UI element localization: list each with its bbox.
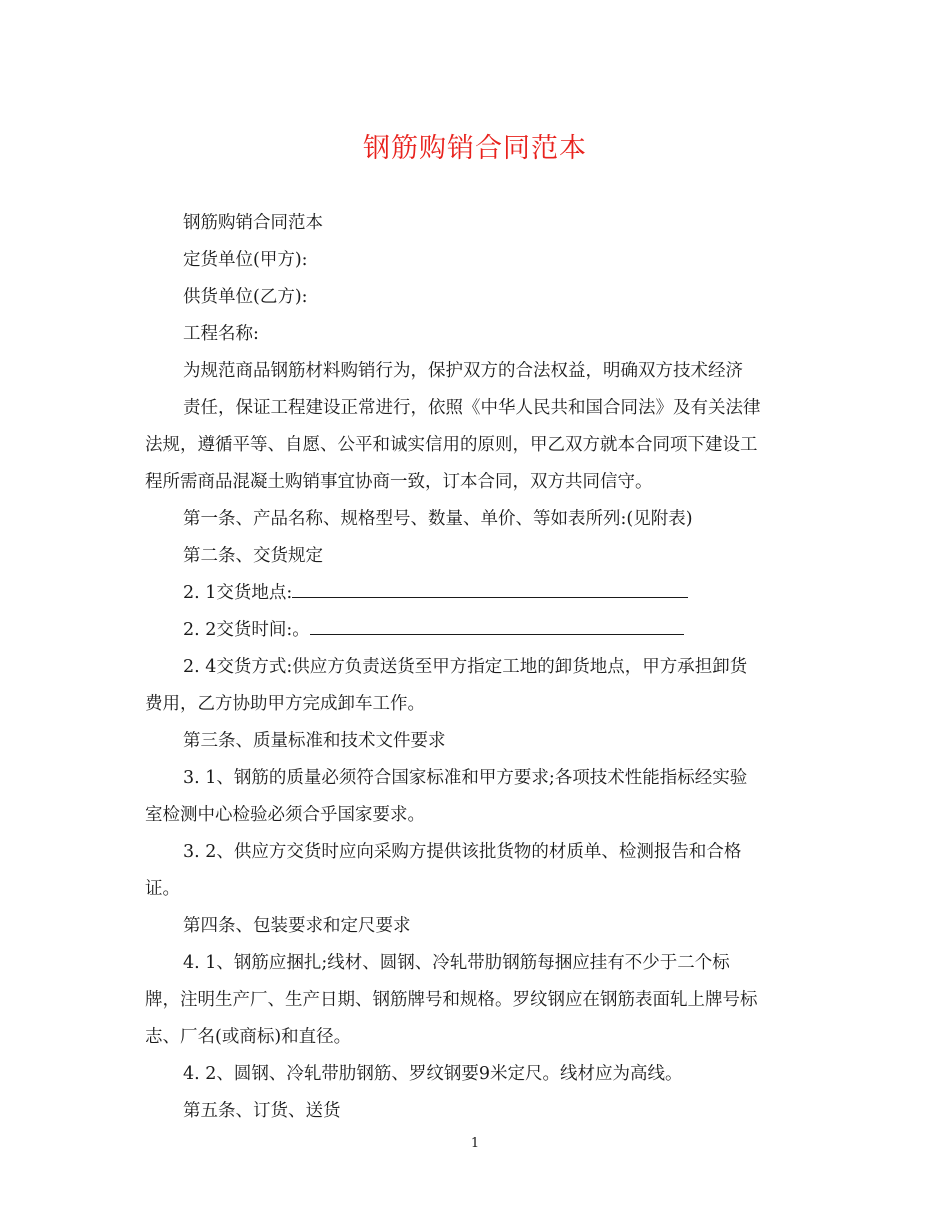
delivery-method-line-1: 2. 4交货方式:供应方负责送货至甲方指定工地的卸货地点，甲方承担卸货 [183,657,748,677]
quality-3-1-line-1: 3. 1、钢筋的质量必须符合国家标准和甲方要求;各项技术性能指标经实验 [183,768,748,788]
article-4-heading: 第四条、包装要求和定尺要求 [183,916,411,936]
delivery-method-line-2: 费用，乙方协助甲方完成卸车工作。 [145,694,425,714]
subtitle-line: 钢筋购销合同范本 [183,213,323,233]
delivery-time-label: 2. 2交货时间:。 [183,620,310,640]
packaging-4-1-line-2: 牌，注明生产厂、生产日期、钢筋牌号和规格。罗纹钢应在钢筋表面轧上牌号标 [145,990,758,1010]
packaging-4-1-line-1: 4. 1、钢筋应捆扎;线材、圆钢、冷轧带肋钢筋每捆应挂有不少于二个标 [183,953,730,973]
delivery-location-line [145,575,805,612]
quality-3-1-line-2: 室检测中心检验必须合乎国家要求。 [145,805,425,825]
packaging-4-2-line: 4. 2、圆钢、冷轧带肋钢筋、罗纹钢要9米定尺。线材应为高线。 [183,1064,683,1084]
buyer-field: 定货单位(甲方): [183,250,308,270]
document-body [145,205,805,1130]
project-name-field: 工程名称: [183,324,259,344]
article-5-heading: 第五条、订货、送货 [183,1101,341,1121]
preamble-line-2: 责任，保证工程建设正常进行，依照《中华人民共和国合同法》及有关法律 [183,398,761,418]
seller-field: 供货单位(乙方): [183,287,308,307]
delivery-time-blank [310,620,684,635]
article-1-heading: 第一条、产品名称、规格型号、数量、单价、等如表所列:(见附表) [183,509,693,529]
delivery-location-blank [292,583,688,598]
page-title: 钢筋购销合同范本 [363,133,587,164]
preamble-line-1: 为规范商品钢筋材料购销行为，保护双方的合法权益，明确双方技术经济 [183,361,743,381]
preamble-line-3: 法规，遵循平等、自愿、公平和诚实信用的原则，甲乙双方就本合同项下建设工 [145,435,758,455]
quality-3-2-line-1: 3. 2、供应方交货时应向采购方提供该批货物的材质单、检测报告和合格 [183,842,742,862]
article-3-heading: 第三条、质量标准和技术文件要求 [183,731,446,751]
delivery-location-label: 2. 1交货地点: [183,583,293,603]
article-2-heading: 第二条、交货规定 [183,546,323,566]
preamble-line-4: 程所需商品混凝土购销事宜协商一致，订本合同，双方共同信守。 [145,472,653,492]
packaging-4-1-line-3: 志、厂名(或商标)和直径。 [145,1027,352,1047]
quality-3-2-line-2: 证。 [145,879,180,899]
delivery-time-line [145,612,805,649]
page-number: 1 [470,1136,480,1151]
